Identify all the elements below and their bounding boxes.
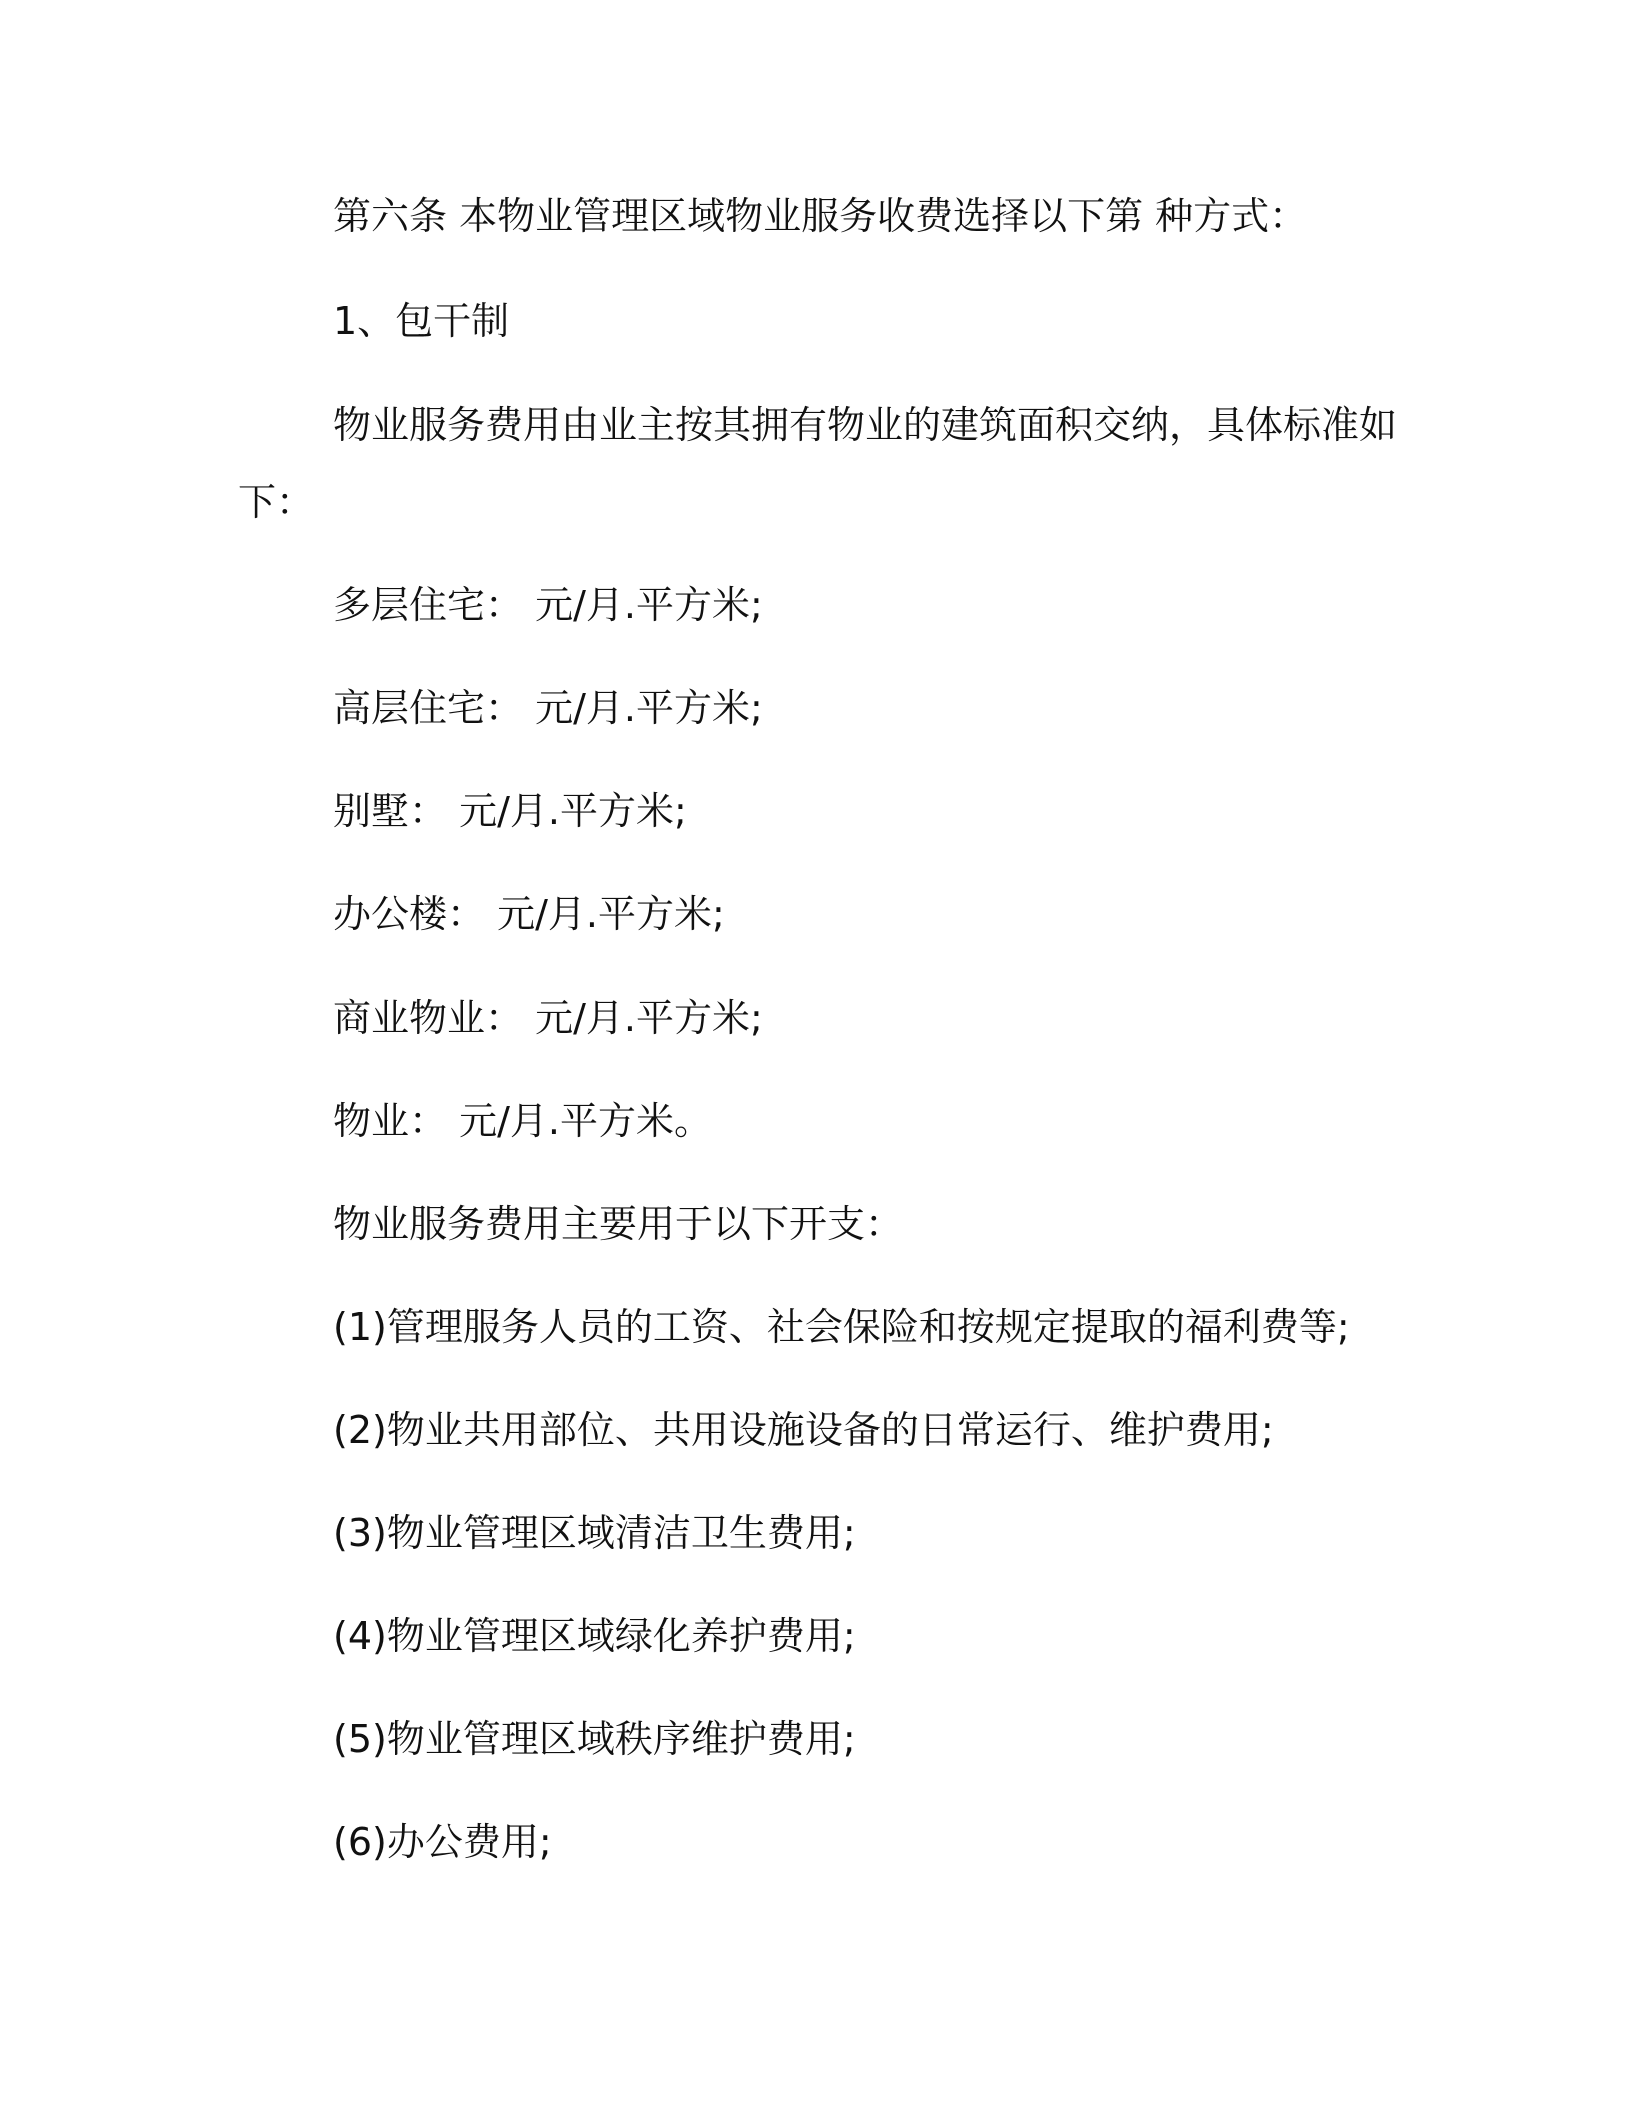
method-title: 1、包干制	[333, 299, 510, 343]
article-heading: 第六条 本物业管理区域物业服务收费选择以下第 种方式：	[333, 194, 1308, 238]
rate-item: 高层住宅： 元/月.平方米;	[333, 686, 763, 730]
rate-item: 多层住宅： 元/月.平方米;	[333, 583, 763, 627]
expense-item: (5)物业管理区域秩序维护费用;	[333, 1717, 856, 1761]
expense-item: (4)物业管理区域绿化养护费用;	[333, 1614, 856, 1658]
expense-item: (3)物业管理区域清洁卫生费用;	[333, 1511, 856, 1555]
fee-intro-line1: 物业服务费用由业主按其拥有物业的建筑面积交纳，具体标准如	[333, 403, 1398, 447]
rate-item: 物业： 元/月.平方米。	[333, 1099, 712, 1143]
rate-item: 办公楼： 元/月.平方米;	[333, 892, 725, 936]
rate-item: 别墅： 元/月.平方米;	[333, 789, 687, 833]
expenses-intro: 物业服务费用主要用于以下开支：	[333, 1202, 904, 1246]
expense-item: (1)管理服务人员的工资、社会保险和按规定提取的福利费等;	[333, 1305, 1350, 1349]
fee-intro-line2: 下：	[238, 480, 315, 524]
expense-item: (6)办公费用;	[333, 1820, 552, 1864]
expense-item: (2)物业共用部位、共用设施设备的日常运行、维护费用;	[333, 1408, 1274, 1452]
rate-item: 商业物业： 元/月.平方米;	[333, 996, 763, 1040]
